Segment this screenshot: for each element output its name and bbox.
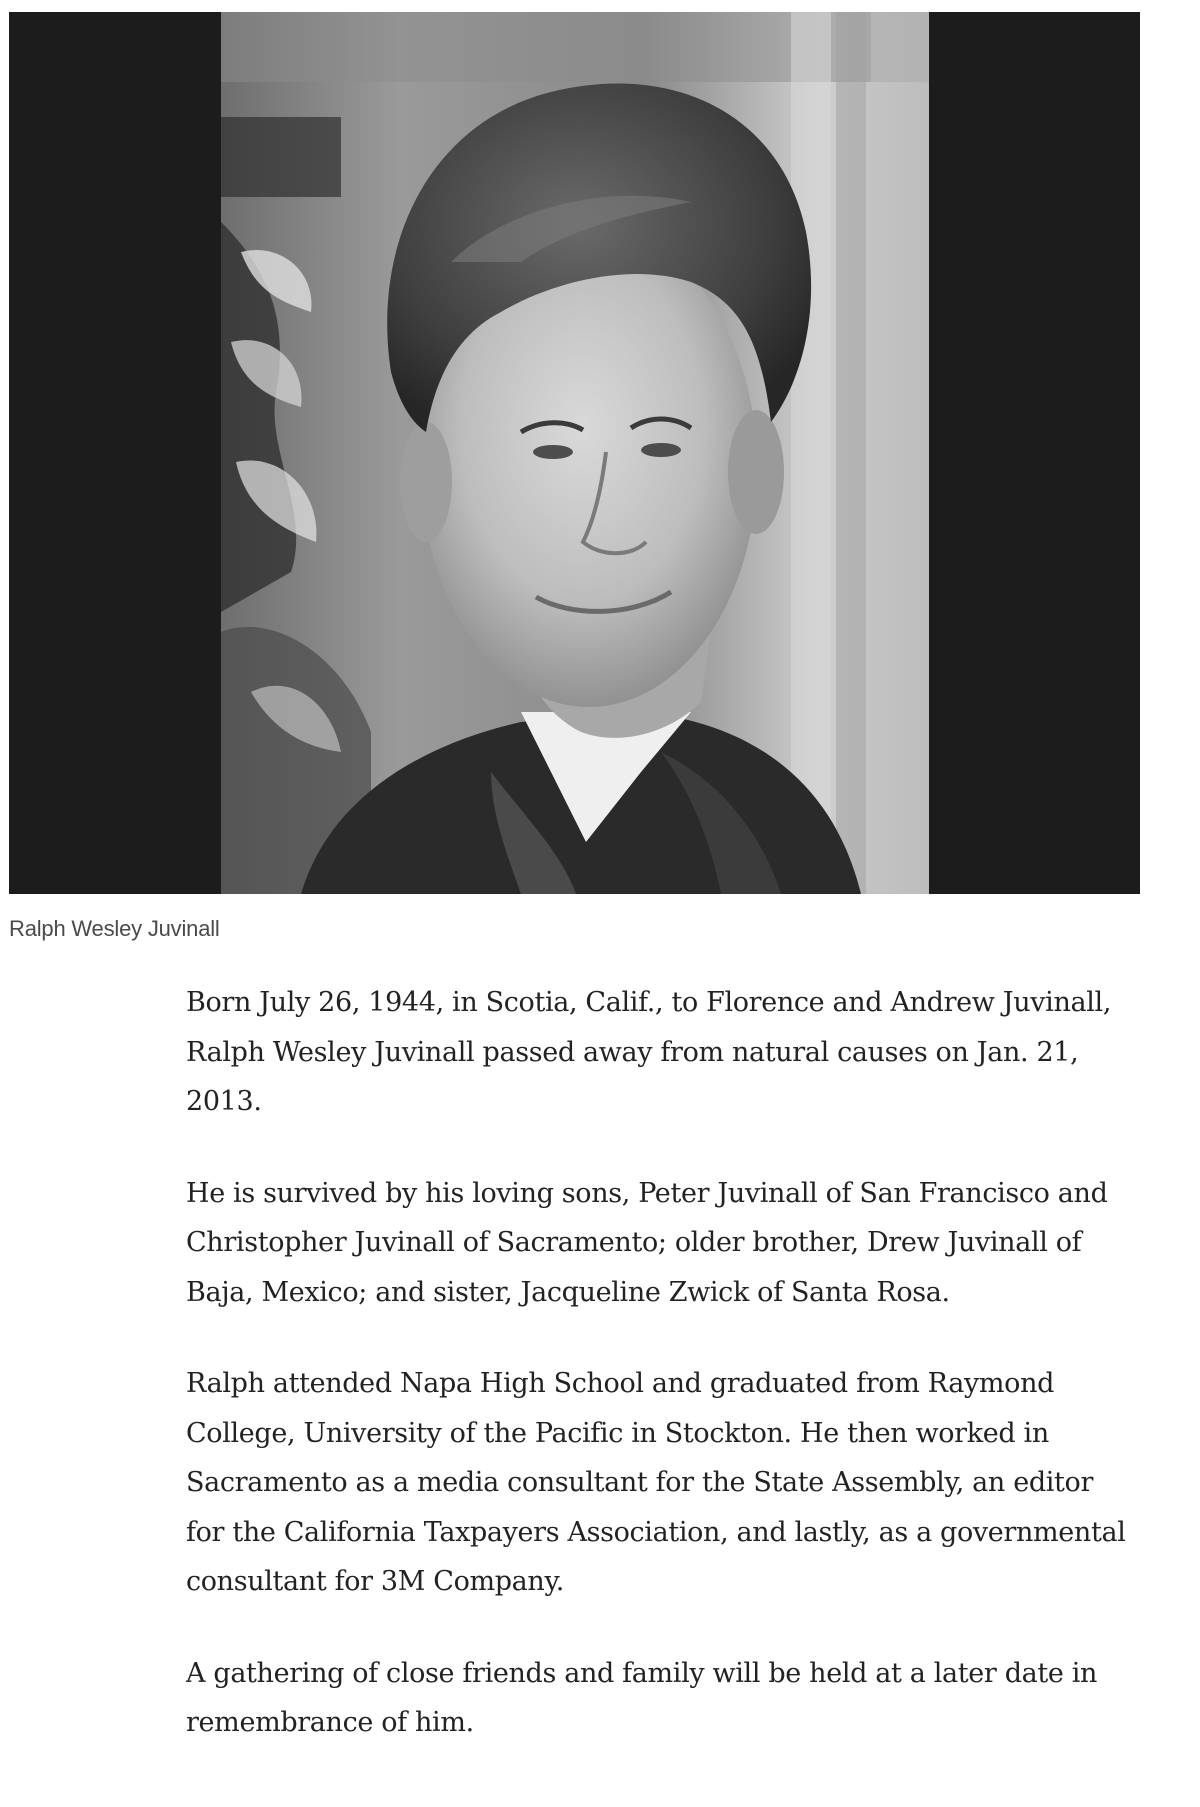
paragraph-survivors: He is survived by his loving sons, Peter Juvinall of San Francisco and Christopher Juvinall of Sacramento; older brother, Drew Juvinall of Baja, Mexico; and sister, Jacqueline Zwick of Santa Rosa. — [186, 1177, 1108, 1308]
portrait-photo[interactable] — [221, 12, 929, 894]
paragraph-career: Ralph attended Napa High School and graduated from Raymond College, University of the Pacific in Stockton. He then worked in Sacramento as a media consultant for the State Assembly, an editor for the California Taxpayers Association, and lastly, as a governmental consultant for 3M Company. — [186, 1368, 1126, 1597]
article-body — [186, 978, 1136, 1790]
photo-caption: Ralph Wesley Juvinall — [9, 916, 220, 941]
paragraph-gathering: A gathering of close friends and family will be held at a later date in remembrance of him. — [186, 1657, 1098, 1738]
paragraph-birth: Born July 26, 1944, in Scotia, Calif., to Florence and Andrew Juvinall, Ralph Wesley Juvinall passed away from natural causes on Jan. 21, 2013. — [186, 987, 1112, 1117]
photo-frame — [9, 12, 1140, 894]
